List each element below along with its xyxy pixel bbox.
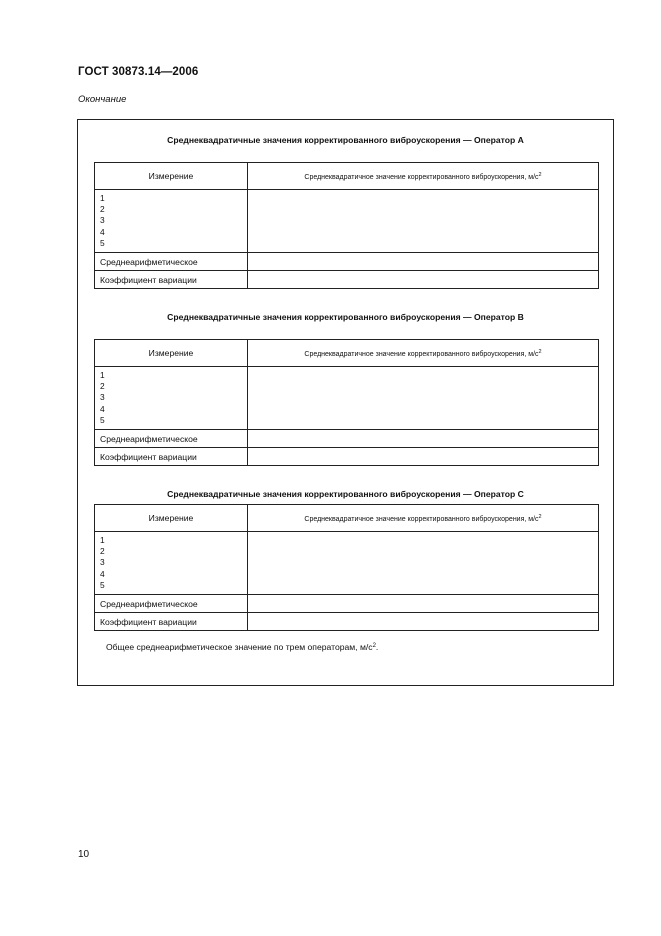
- variation-label: Коэффициент вариации: [95, 271, 248, 289]
- table-header-row: [95, 163, 599, 190]
- variation-row: [95, 613, 599, 631]
- rms-column-header: [248, 340, 599, 367]
- measurement-number: 5: [100, 414, 105, 425]
- variation-label: Коэффициент вариации: [95, 448, 248, 466]
- variation-value-cell[interactable]: [248, 271, 599, 289]
- unit-exponent: 2: [372, 643, 376, 649]
- measurement-number: 1: [100, 534, 105, 545]
- measurement-column-header: Измерение: [95, 340, 248, 367]
- page-number: 10: [78, 849, 90, 860]
- measurement-number: 1: [100, 192, 105, 203]
- rms-column-header: [248, 505, 599, 532]
- operator-a-title: Среднеквадратичные значения корректированного виброускорения — Оператор А: [167, 135, 524, 145]
- measurement-numbers: [95, 190, 248, 253]
- rms-column-header-text: Среднеквадратичное значение корректированного виброускорения, м/с: [304, 515, 539, 523]
- variation-value-cell[interactable]: [248, 613, 599, 631]
- operator-b-table: [94, 339, 599, 466]
- variation-label: Коэффициент вариации: [95, 613, 248, 631]
- measurement-number: 2: [100, 546, 105, 557]
- form-frame: [77, 119, 614, 686]
- unit-exponent: 2: [538, 513, 542, 520]
- measurement-number: 4: [100, 226, 105, 237]
- mean-label: Среднеарифметическое: [95, 253, 248, 271]
- mean-row: [95, 430, 599, 448]
- mean-label: Среднеарифметическое: [95, 595, 248, 613]
- operator-a-table: [94, 162, 599, 289]
- overall-mean-note-tail: .: [375, 642, 379, 652]
- document-header-title: ГОСТ 30873.14—2006: [78, 66, 199, 78]
- table-continuation-caption: Окончание: [78, 94, 127, 105]
- rms-column-header-text: Среднеквадратичное значение корректированного виброускорения, м/с: [304, 173, 539, 181]
- measurement-number: 4: [100, 568, 105, 579]
- measurement-column-header: Измерение: [95, 163, 248, 190]
- overall-mean-note-text: Общее среднеарифметическое значение по трем операторам, м/с: [106, 642, 373, 652]
- operator-b-title: Среднеквадратичные значения корректированного виброускорения — Оператор В: [167, 312, 524, 322]
- measurement-numbers: [95, 532, 248, 595]
- measurement-values-cell[interactable]: [248, 367, 599, 430]
- mean-value-cell[interactable]: [248, 430, 599, 448]
- measurement-number: 2: [100, 381, 105, 392]
- mean-row: [95, 253, 599, 271]
- measurements-row: [95, 190, 599, 253]
- measurement-number: 5: [100, 579, 105, 590]
- table-header-row: [95, 505, 599, 532]
- unit-exponent: 2: [538, 171, 542, 178]
- table-header-row: [95, 340, 599, 367]
- measurement-values-cell[interactable]: [248, 190, 599, 253]
- measurement-number: 5: [100, 237, 105, 248]
- overall-mean-note: [106, 642, 378, 652]
- measurement-numbers: [95, 367, 248, 430]
- measurement-column-header: Измерение: [95, 505, 248, 532]
- mean-value-cell[interactable]: [248, 595, 599, 613]
- measurement-number: 2: [100, 204, 105, 215]
- measurement-number: 3: [100, 392, 105, 403]
- mean-value-cell[interactable]: [248, 253, 599, 271]
- measurement-values-cell[interactable]: [248, 532, 599, 595]
- variation-value-cell[interactable]: [248, 448, 599, 466]
- measurement-number: 3: [100, 557, 105, 568]
- operator-c-table: [94, 504, 599, 631]
- variation-row: [95, 448, 599, 466]
- measurement-number: 3: [100, 215, 105, 226]
- measurement-number: 4: [100, 403, 105, 414]
- measurement-number: 1: [100, 369, 105, 380]
- measurements-row: [95, 532, 599, 595]
- rms-column-header: [248, 163, 599, 190]
- mean-label: Среднеарифметическое: [95, 430, 248, 448]
- unit-exponent: 2: [538, 348, 542, 355]
- variation-row: [95, 271, 599, 289]
- mean-row: [95, 595, 599, 613]
- measurements-row: [95, 367, 599, 430]
- rms-column-header-text: Среднеквадратичное значение корректированного виброускорения, м/с: [304, 350, 539, 358]
- operator-c-title: Среднеквадратичные значения корректированного виброускорения — Оператор С: [167, 489, 524, 499]
